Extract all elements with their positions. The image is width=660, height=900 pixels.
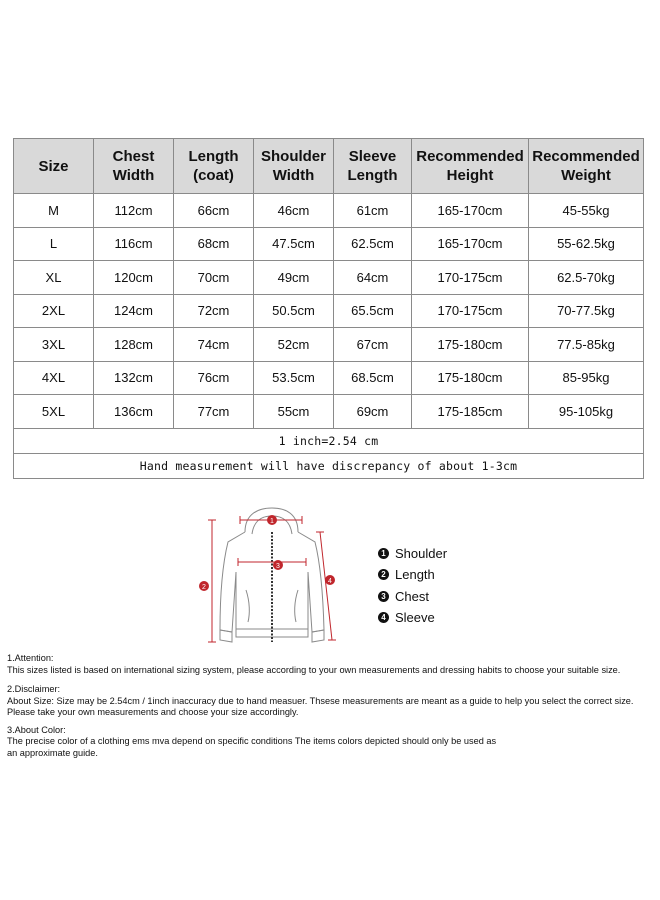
note-text: The precise color of a clothing ems mva depend on specific conditions The items colors depicted should only be used as [7,736,497,746]
marker-4-label: 4 [328,578,332,585]
table-cell: 170-175cm [412,294,529,328]
table-cell: 76cm [174,361,254,395]
table-cell: 170-175cm [412,261,529,295]
table-cell: 46cm [254,194,334,228]
table-cell: 68.5cm [334,361,412,395]
table-cell: 62.5cm [334,227,412,261]
table-cell: 50.5cm [254,294,334,328]
table-cell: 165-170cm [412,227,529,261]
note-text: About Size: Size may be 2.54cm / 1inch inaccuracy due to hand measuer. Thsese measurements are meant as a guide to help you select the correct size. [7,695,634,706]
table-row [14,194,644,228]
table-cell: 74cm [174,328,254,362]
marker-2-label: 2 [202,584,206,591]
table-cell: 128cm [94,328,174,362]
table-cell: 2XL [14,294,94,328]
table-cell: 136cm [94,395,174,429]
table-cell: 112cm [94,194,174,228]
table-cell: 132cm [94,361,174,395]
header-size: Size [14,139,94,194]
table-row [14,361,644,395]
table-row [14,395,644,429]
note-title: 2.Disclaimer: [7,684,61,694]
header-chest-width: Chest Width [94,139,174,194]
measurement-markers [199,515,335,591]
table-cell: M [14,194,94,228]
note-title: 3.About Color: [7,724,66,735]
legend-label: Sleeve [395,610,435,626]
legend-number-icon: 3 [378,591,389,602]
size-chart-table [13,138,644,479]
header-recommended-height: Recommended Height [412,139,529,194]
table-row [14,328,644,362]
note-text: Please take your own measurements and choose your size accordingly. [7,707,299,717]
note-disclaimer [7,684,657,719]
legend-number-icon: 1 [378,548,389,559]
table-cell: 3XL [14,328,94,362]
legend-label: Chest [395,588,429,604]
note-text: an approximate guide. [7,747,98,758]
table-cell: 72cm [174,294,254,328]
note-title: 1.Attention: [7,653,54,663]
table-cell: 4XL [14,361,94,395]
table-cell: 175-185cm [412,395,529,429]
legend-item-shoulder [378,543,447,564]
discrepancy-note-row [14,453,644,478]
table-cell: 55-62.5kg [529,227,644,261]
size-chart-header [14,139,644,194]
table-cell: 66cm [174,194,254,228]
table-row [14,227,644,261]
conversion-note: 1 inch=2.54 cm [14,428,644,453]
table-cell: XL [14,261,94,295]
legend-item-length [378,564,447,585]
table-cell: 61cm [334,194,412,228]
table-cell: 85-95kg [529,361,644,395]
table-cell: 70cm [174,261,254,295]
header-sleeve-length: Sleeve Length [334,139,412,194]
legend-number-icon: 2 [378,569,389,580]
table-cell: 120cm [94,261,174,295]
header-shoulder-width: Shoulder Width [254,139,334,194]
note-attention [7,653,657,676]
header-length: Length (coat) [174,139,254,194]
table-cell: L [14,227,94,261]
table-cell: 49cm [254,261,334,295]
table-cell: 70-77.5kg [529,294,644,328]
table-cell: 175-180cm [412,328,529,362]
legend-label: Length [395,567,435,583]
table-cell: 77cm [174,395,254,429]
header-recommended-weight: Recommended Weight [529,139,644,194]
discrepancy-note: Hand measurement will have discrepancy of about 1-3cm [14,453,644,478]
table-cell: 165-170cm [412,194,529,228]
measurement-legend [378,543,447,628]
table-cell: 116cm [94,227,174,261]
table-cell: 95-105kg [529,395,644,429]
table-cell: 77.5-85kg [529,328,644,362]
table-row [14,261,644,295]
marker-1-label: 1 [270,518,274,525]
table-cell: 62.5-70kg [529,261,644,295]
jacket-measurement-diagram [190,502,350,650]
legend-number-icon: 4 [378,612,389,623]
note-about-color [7,725,657,760]
table-cell: 55cm [254,395,334,429]
legend-item-chest [378,586,447,607]
table-cell: 67cm [334,328,412,362]
legend-item-sleeve [378,607,447,628]
conversion-note-row [14,428,644,453]
table-cell: 69cm [334,395,412,429]
marker-3-label: 3 [276,563,280,570]
table-cell: 53.5cm [254,361,334,395]
table-cell: 47.5cm [254,227,334,261]
table-cell: 5XL [14,395,94,429]
note-text: This sizes listed is based on international sizing system, please according to your own measurements and dressing habits to choose your suitable size. [7,664,621,675]
table-cell: 65.5cm [334,294,412,328]
legend-label: Shoulder [395,546,448,562]
table-cell: 68cm [174,227,254,261]
table-cell: 64cm [334,261,412,295]
table-row [14,294,644,328]
table-cell: 52cm [254,328,334,362]
table-cell: 175-180cm [412,361,529,395]
table-cell: 124cm [94,294,174,328]
notes-section [7,653,657,761]
table-cell: 45-55kg [529,194,644,228]
